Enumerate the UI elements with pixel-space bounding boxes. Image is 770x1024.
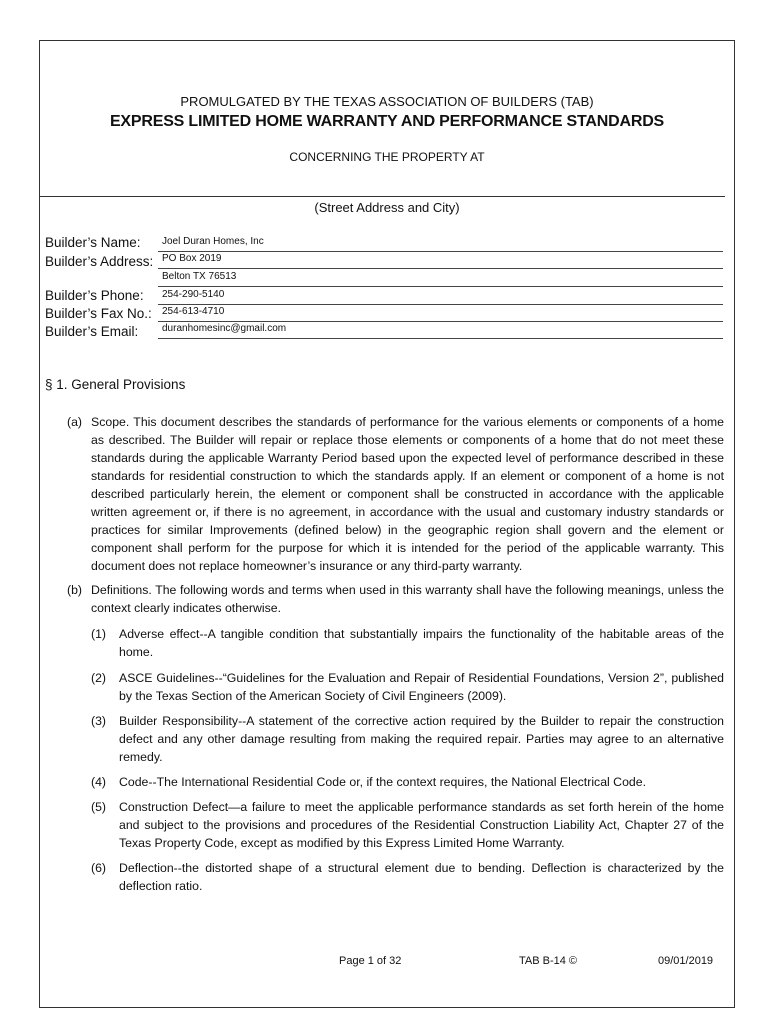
definition-text: Builder Responsibility--A statement of the corrective action required by the Builder to repair the construction defect and any other damage resulting from making the required repair. Parties may agree to an alternative remedy.: [119, 714, 724, 764]
definition-number: (4): [91, 775, 107, 789]
builder-address-line2-field[interactable]: Belton TX 76513: [158, 270, 723, 287]
item-b-definitions-text: Definitions. The following words and terms when used in this warranty shall have the following meanings, unless the context clearly indicates otherwise.: [91, 583, 724, 615]
builder-address-label: Builder’s Address:: [45, 254, 154, 269]
form-date: 09/01/2019: [658, 955, 714, 967]
definition-text: ASCE Guidelines--“Guidelines for the Evaluation and Repair of Residential Foundations, Version 2”, published by the Texas Section of the American Society of Civil Engineers (2009).: [119, 671, 724, 703]
definition-text: Deflection--the distorted shape of a structural element due to bending. Deflection is characterized by the deflection ratio.: [119, 861, 724, 893]
street-address-caption: (Street Address and City): [314, 200, 460, 215]
builder-name-field[interactable]: Joel Duran Homes, Inc: [158, 235, 723, 252]
definition-text: Adverse effect--A tangible condition that substantially impairs the functionality of the habitable areas of the home.: [119, 627, 724, 659]
definition-text: Construction Defect—a failure to meet the applicable performance standards as set forth herein of the home and subject to the provisions and procedures of the Residential Construction Liability Act, Chapter 27 of the Texas Property Code, except as modified by this Express Limited Home Warranty.: [119, 800, 724, 850]
concerning-line: CONCERNING THE PROPERTY AT: [289, 150, 485, 164]
builder-fax-label: Builder’s Fax No.:: [45, 306, 152, 321]
definition-text: Code--The International Residential Code or, if the context requires, the National Electrical Code.: [119, 775, 647, 789]
builder-name-label: Builder’s Name:: [45, 235, 141, 250]
page-number: Page 1 of 32: [339, 955, 402, 967]
definition-number: (6): [91, 861, 107, 875]
definition-number: (1): [91, 627, 107, 641]
builder-address-line1-field[interactable]: PO Box 2019: [158, 252, 723, 269]
builder-phone-label: Builder’s Phone:: [45, 288, 144, 303]
builder-phone-field[interactable]: 254-290-5140: [158, 288, 723, 305]
section-1-heading: § 1. General Provisions: [45, 377, 186, 392]
form-number: TAB B-14 ©: [519, 955, 578, 967]
item-a-scope-text: Scope. This document describes the standards of performance for the various elements or components of a home as described. The Builder will repair or replace those elements or components of a home that do not meet these standards during the applicable Warranty Period based upon the expected level of performance described in these standards for residential construction to which the standards apply. If an element or component of a home is not described particularly herein, the element or component shall be constructed in accordance with the applicable written agreement or, if there is no agreement, in accordance with the usual and customary industry standards or practices for similar Improvements (defined below) in the geographic region shall govern and the element or component shall perform for the purpose for which it is intended for the period of the applicable warranty. This document does not replace homeowner’s insurance or any third-party warranty.: [91, 415, 724, 573]
builder-email-label: Builder’s Email:: [45, 324, 139, 339]
item-a-marker: (a): [67, 415, 83, 429]
document-title: EXPRESS LIMITED HOME WARRANTY AND PERFORMANCE STANDARDS: [109, 113, 665, 130]
definition-number: (3): [91, 714, 107, 728]
definition-number: (2): [91, 671, 107, 685]
street-address-field[interactable]: [39, 196, 725, 197]
promulgated-line: PROMULGATED BY THE TEXAS ASSOCIATION OF BUILDERS (TAB): [180, 94, 594, 109]
definition-number: (5): [91, 800, 107, 814]
builder-email-field[interactable]: duranhomesinc@gmail.com: [158, 322, 723, 339]
item-b-marker: (b): [67, 583, 83, 597]
builder-fax-field[interactable]: 254-613-4710: [158, 305, 723, 322]
